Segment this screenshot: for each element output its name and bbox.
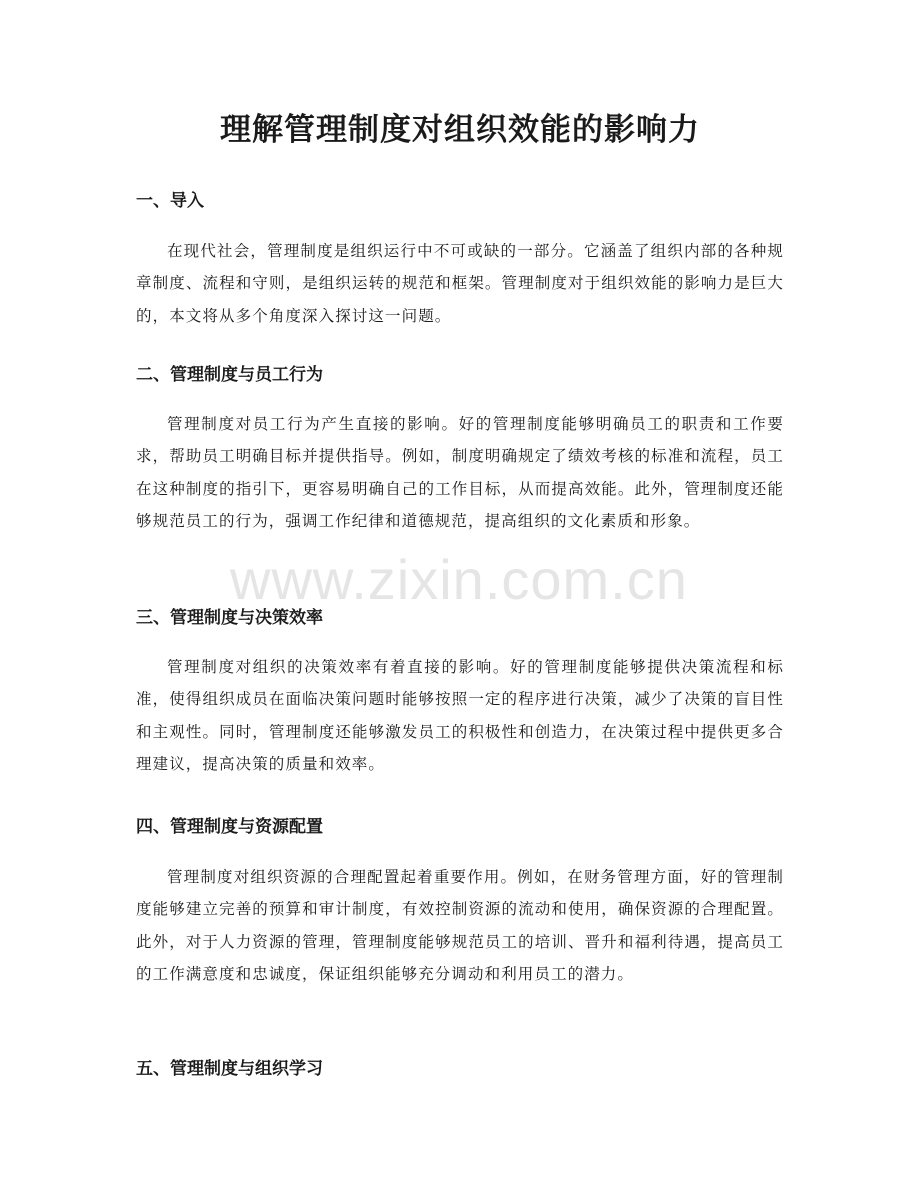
section-paragraph-resource-allocation: 管理制度对组织资源的合理配置起着重要作用。例如，在财务管理方面，好的管理制度能够建立完善的预算和审计制度，有效控制资源的流动和使用，确保资源的合理配置。此外，对于人力资源的管理，管理制度能够规范员工的培训、晋升和福利待遇，提高员工的工作满意度和忠诚度，保证组织能够充分调动和利用员工的潜力。 <box>136 868 784 983</box>
section-paragraph-intro: 在现代社会，管理制度是组织运行中不可或缺的一部分。它涵盖了组织内部的各种规章制度、流程和守则，是组织运转的规范和框架。管理制度对于组织效能的影响力是巨大的，本文将从多个角度深入探讨这一问题。 <box>136 242 784 325</box>
section-paragraph-decision-efficiency: 管理制度对组织的决策效率有着直接的影响。好的管理制度能够提供决策流程和标准，使得组织成员在面临决策问题时能够按照一定的程序进行决策，减少了决策的盲目性和主观性。同时，管理制度还能够激发员工的积极性和创造力，在决策过程中提供更多合理建议，提高决策的质量和效率。 <box>136 658 784 773</box>
document-title: 理解管理制度对组织效能的影响力 <box>220 112 700 148</box>
section-heading-decision-efficiency: 三、管理制度与决策效率 <box>136 608 323 628</box>
section-heading-intro: 一、导入 <box>136 191 204 211</box>
section-heading-resource-allocation: 四、管理制度与资源配置 <box>136 817 323 837</box>
section-heading-organizational-learning: 五、管理制度与组织学习 <box>136 1059 323 1079</box>
section-heading-employee-behavior: 二、管理制度与员工行为 <box>136 365 323 385</box>
watermark: www.zixin.com.cn <box>230 548 688 611</box>
section-paragraph-employee-behavior: 管理制度对员工行为产生直接的影响。好的管理制度能够明确员工的职责和工作要求，帮助员工明确目标并提供指导。例如，制度明确规定了绩效考核的标准和流程，员工在这种制度的指引下，更容易明确自己的工作目标，从而提高效能。此外，管理制度还能够规范员工的行为，强调工作纪律和道德规范，提高组织的文化素质和形象。 <box>136 415 784 530</box>
